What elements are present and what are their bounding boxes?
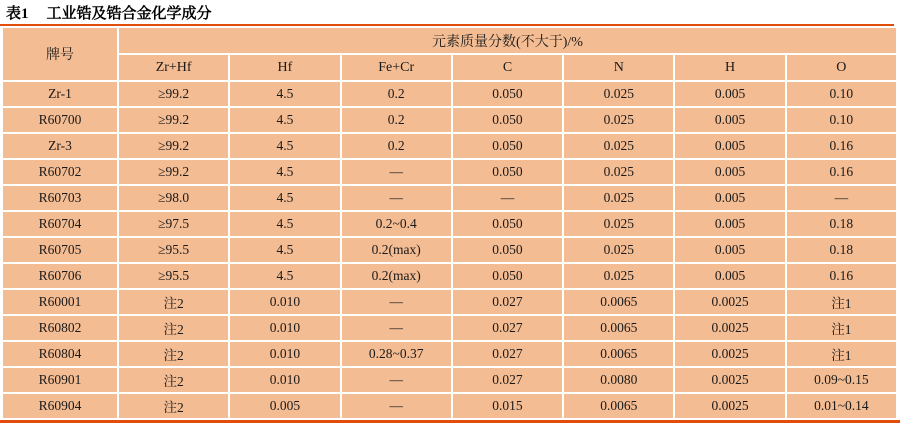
value-cell: 0.025 xyxy=(564,82,673,106)
value-cell: 0.2~0.4 xyxy=(342,212,451,236)
value-cell: 0.2 xyxy=(342,108,451,132)
value-cell: 4.5 xyxy=(230,82,339,106)
value-cell: 0.050 xyxy=(453,238,562,262)
grade-cell: R60704 xyxy=(3,212,117,236)
value-cell: 0.0065 xyxy=(564,394,673,418)
value-cell: 0.050 xyxy=(453,212,562,236)
value-cell: 0.09~0.15 xyxy=(787,368,896,392)
value-cell: 0.005 xyxy=(675,108,784,132)
value-cell: ≥99.2 xyxy=(119,160,228,184)
table-row xyxy=(3,290,896,314)
value-cell: 0.0025 xyxy=(675,368,784,392)
value-cell: 0.0065 xyxy=(564,342,673,366)
grade-header-cell: 牌号 xyxy=(3,28,117,80)
value-cell: 0.010 xyxy=(230,342,339,366)
table-row xyxy=(3,238,896,262)
grade-cell: R60706 xyxy=(3,264,117,288)
value-cell: 0.2(max) xyxy=(342,238,451,262)
table-body xyxy=(3,82,896,418)
bottom-rule xyxy=(0,420,900,423)
table-row xyxy=(3,394,896,418)
value-cell: 0.025 xyxy=(564,160,673,184)
value-cell: 0.050 xyxy=(453,134,562,158)
column-header-zr-hf: Zr+Hf xyxy=(119,55,228,80)
value-cell: 0.025 xyxy=(564,186,673,210)
value-cell: 0.027 xyxy=(453,342,562,366)
column-header-o: O xyxy=(787,55,896,80)
value-cell: — xyxy=(342,368,451,392)
value-cell: 0.005 xyxy=(675,160,784,184)
value-cell: 4.5 xyxy=(230,186,339,210)
column-header-row xyxy=(3,55,896,80)
value-cell: 0.025 xyxy=(564,108,673,132)
value-cell: 0.01~0.14 xyxy=(787,394,896,418)
value-cell: 4.5 xyxy=(230,212,339,236)
value-cell: ≥98.0 xyxy=(119,186,228,210)
value-cell: — xyxy=(342,160,451,184)
value-cell: 0.0025 xyxy=(675,394,784,418)
value-cell: 0.28~0.37 xyxy=(342,342,451,366)
group-header-row xyxy=(3,28,896,53)
value-cell: 4.5 xyxy=(230,264,339,288)
value-cell: ≥95.5 xyxy=(119,238,228,262)
value-cell: 注1 xyxy=(787,316,896,340)
value-cell: 0.050 xyxy=(453,160,562,184)
value-cell: 0.005 xyxy=(675,212,784,236)
table-row xyxy=(3,264,896,288)
value-cell: 0.005 xyxy=(675,134,784,158)
value-cell: 0.005 xyxy=(675,238,784,262)
value-cell: — xyxy=(787,186,896,210)
value-cell: 0.027 xyxy=(453,290,562,314)
value-cell: ≥99.2 xyxy=(119,82,228,106)
table-title xyxy=(0,0,900,24)
table-number-label: 表1 xyxy=(6,6,29,22)
value-cell: 0.050 xyxy=(453,264,562,288)
value-cell: 0.015 xyxy=(453,394,562,418)
column-header-h: H xyxy=(675,55,784,80)
table-row xyxy=(3,316,896,340)
value-cell: 0.16 xyxy=(787,160,896,184)
value-cell: 4.5 xyxy=(230,134,339,158)
grade-cell: R60804 xyxy=(3,342,117,366)
value-cell: 0.0025 xyxy=(675,290,784,314)
value-cell: ≥99.2 xyxy=(119,108,228,132)
value-cell: 注1 xyxy=(787,290,896,314)
value-cell: 0.2(max) xyxy=(342,264,451,288)
value-cell: ≥97.5 xyxy=(119,212,228,236)
value-cell: 0.16 xyxy=(787,134,896,158)
value-cell: 0.18 xyxy=(787,212,896,236)
value-cell: 0.0025 xyxy=(675,316,784,340)
grade-cell: R60802 xyxy=(3,316,117,340)
value-cell: 0.027 xyxy=(453,316,562,340)
value-cell: 0.0065 xyxy=(564,290,673,314)
value-cell: 0.025 xyxy=(564,212,673,236)
value-cell: 注2 xyxy=(119,368,228,392)
column-header-fe-cr: Fe+Cr xyxy=(342,55,451,80)
value-cell: — xyxy=(453,186,562,210)
value-cell: 0.0080 xyxy=(564,368,673,392)
value-cell: 4.5 xyxy=(230,108,339,132)
value-cell: 0.010 xyxy=(230,316,339,340)
value-cell: 0.18 xyxy=(787,238,896,262)
value-cell: 0.005 xyxy=(230,394,339,418)
value-cell: — xyxy=(342,394,451,418)
grade-cell: R60901 xyxy=(3,368,117,392)
grade-cell: R60904 xyxy=(3,394,117,418)
table-row xyxy=(3,368,896,392)
grade-cell: R60001 xyxy=(3,290,117,314)
value-cell: 注2 xyxy=(119,394,228,418)
value-cell: 注2 xyxy=(119,316,228,340)
value-cell: ≥95.5 xyxy=(119,264,228,288)
value-cell: 0.050 xyxy=(453,82,562,106)
value-cell: 0.050 xyxy=(453,108,562,132)
table-row xyxy=(3,134,896,158)
value-cell: 0.16 xyxy=(787,264,896,288)
value-cell: 0.005 xyxy=(675,264,784,288)
value-cell: 0.2 xyxy=(342,134,451,158)
grade-cell: Zr-3 xyxy=(3,134,117,158)
composition-table xyxy=(1,26,898,420)
grade-cell: R60705 xyxy=(3,238,117,262)
value-cell: ≥99.2 xyxy=(119,134,228,158)
value-cell: 0.025 xyxy=(564,238,673,262)
value-cell: 0.010 xyxy=(230,290,339,314)
table-row xyxy=(3,160,896,184)
value-cell: 0.0065 xyxy=(564,316,673,340)
value-cell: 注2 xyxy=(119,290,228,314)
value-cell: 0.10 xyxy=(787,108,896,132)
table-row xyxy=(3,186,896,210)
value-cell: 0.005 xyxy=(675,186,784,210)
group-header-cell: 元素质量分数(不大于)/% xyxy=(119,28,896,53)
value-cell: 4.5 xyxy=(230,160,339,184)
table-row xyxy=(3,342,896,366)
grade-cell: Zr-1 xyxy=(3,82,117,106)
value-cell: 0.025 xyxy=(564,264,673,288)
table-row xyxy=(3,212,896,236)
value-cell: 0.0025 xyxy=(675,342,784,366)
column-header-c: C xyxy=(453,55,562,80)
table-header xyxy=(3,28,896,80)
value-cell: 注2 xyxy=(119,342,228,366)
value-cell: — xyxy=(342,316,451,340)
value-cell: 0.005 xyxy=(675,82,784,106)
table-row xyxy=(3,82,896,106)
table-title-text: 工业锆及锆合金化学成分 xyxy=(46,6,212,22)
value-cell: 0.2 xyxy=(342,82,451,106)
table-row xyxy=(3,108,896,132)
value-cell: 0.027 xyxy=(453,368,562,392)
grade-cell: R60702 xyxy=(3,160,117,184)
grade-cell: R60700 xyxy=(3,108,117,132)
value-cell: — xyxy=(342,290,451,314)
grade-cell: R60703 xyxy=(3,186,117,210)
value-cell: — xyxy=(342,186,451,210)
value-cell: 0.025 xyxy=(564,134,673,158)
value-cell: 4.5 xyxy=(230,238,339,262)
value-cell: 0.010 xyxy=(230,368,339,392)
column-header-n: N xyxy=(564,55,673,80)
value-cell: 0.10 xyxy=(787,82,896,106)
value-cell: 注1 xyxy=(787,342,896,366)
column-header-hf: Hf xyxy=(230,55,339,80)
